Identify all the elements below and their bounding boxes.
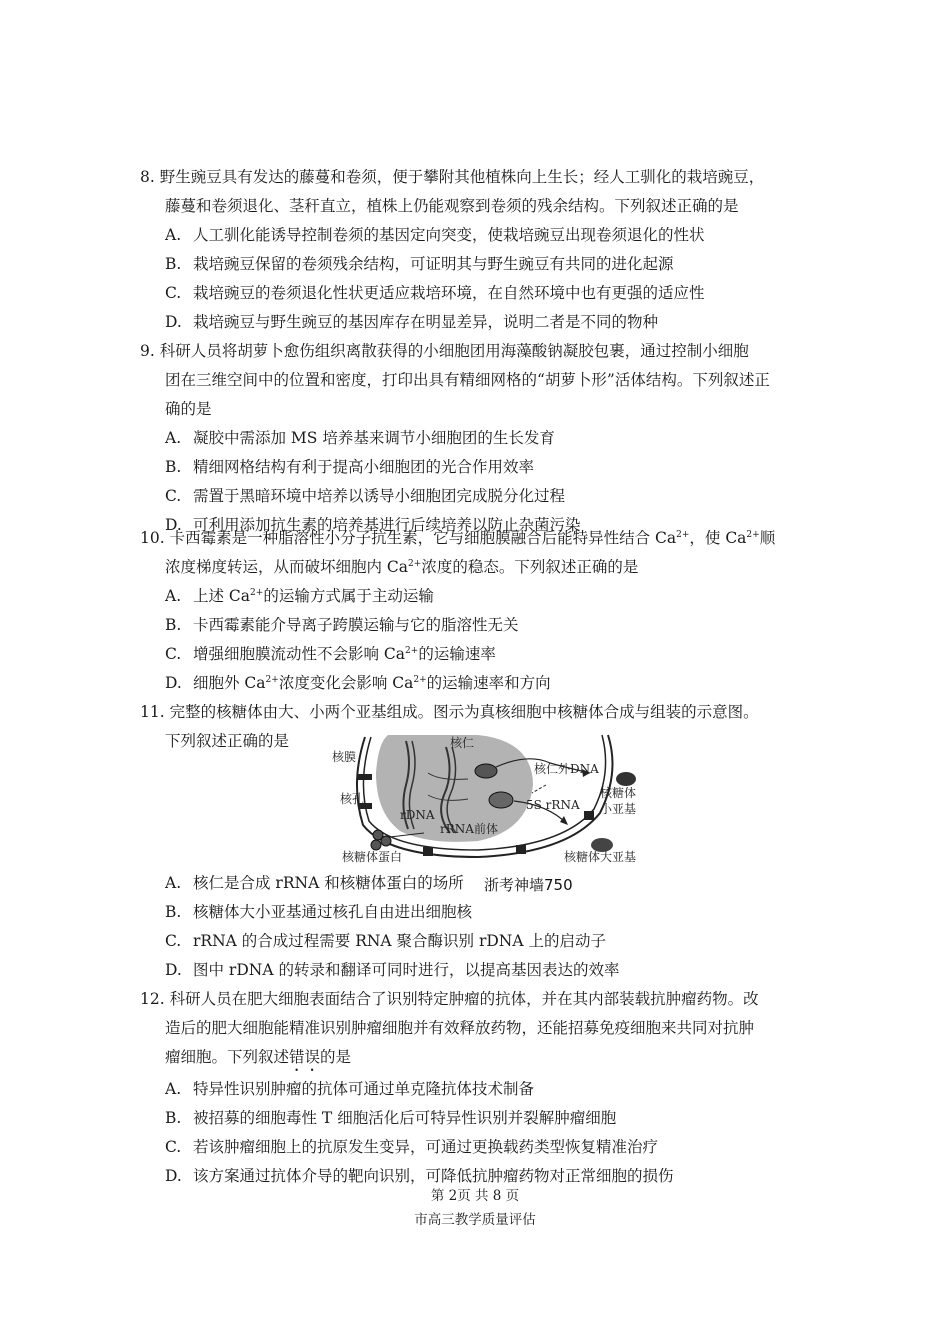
question-9-stem-line-2: 团在三维空间中的位置和密度，打印出具有精细网格的“胡萝卜形”活体结构。下列叙述正 [165, 371, 770, 389]
ribosome-precursor [489, 792, 513, 808]
question-11-stem-line-1: 11. 完整的核糖体由大、小两个亚基组成。图示为真核细胞中核糖体合成与组装的示意图。 [140, 703, 759, 721]
option-12d[interactable]: D. 该方案通过抗体介导的靶向识别，可降低抗肿瘤药物对正常细胞的损伤 [165, 1167, 674, 1185]
arrow [532, 785, 546, 793]
option-11a[interactable]: A. 核仁是合成 rRNA 和核糖体蛋白的场所 [165, 874, 464, 892]
option-12b[interactable]: B. 被招募的细胞毒性 T 细胞活化后可特异性识别并裂解肿瘤细胞 [165, 1109, 617, 1127]
question-12-stem-line-3: 瘤细胞。下列叙述错误的是 [165, 1048, 352, 1066]
page-number: 第 2页 共 8 页 [430, 1188, 520, 1204]
option-9d[interactable]: D. 可利用添加抗生素的培养基进行后续培养以防止杂菌污染 [165, 516, 581, 534]
label-outside-dna: 核仁外DNA [534, 762, 599, 776]
label-5s-rrna: 5S rRNA [526, 798, 580, 812]
option-9c[interactable]: C. 需置于黑暗环境中培养以诱导小细胞团完成脱分化过程 [165, 487, 566, 505]
nuclear-pore [423, 847, 433, 856]
label-rrna-precursor: rRNA前体 [440, 822, 498, 836]
ribosome-precursor [475, 764, 497, 778]
watermark-text: 浙考神墙750 [484, 876, 573, 894]
question-8 [140, 163, 820, 337]
nuclear-pore [358, 774, 372, 780]
question-8-stem-line-2: 藤蔓和卷须退化、茎秆直立，植株上仍能观察到卷须的残余结构。下列叙述正确的是 [165, 197, 739, 215]
option-11c[interactable]: C. rRNA 的合成过程需要 RNA 聚合酶识别 rDNA 上的启动子 [165, 932, 606, 950]
exam-title-footer: 市高三教学质量评估 [414, 1212, 536, 1228]
option-12a[interactable]: A. 特异性识别肿瘤的抗体可通过单克隆抗体技术制备 [165, 1080, 535, 1098]
nuclear-pore [516, 845, 526, 854]
question-8-stem-line-1: 8. 野生豌豆具有发达的藤蔓和卷须，便于攀附其他植株向上生长；经人工驯化的栽培豌豆， [140, 168, 765, 186]
option-10d[interactable]: D. 细胞外 $Ca^{2+}$浓度变化会影响 $Ca^{2+}$的运输速率和方向 [165, 674, 551, 692]
question-10-stem-line-2: 浓度梯度转运，从而破坏细胞内 $Ca^{2+}$浓度的稳态。下列叙述正确的是 [165, 558, 639, 576]
option-8b[interactable]: B. 栽培豌豆保留的卷须残余结构，可证明其与野生豌豆有共同的进化起源 [165, 255, 674, 273]
question-9 [140, 337, 820, 540]
question-11-stem-line-2: 下列叙述正确的是 [165, 732, 290, 750]
option-11d[interactable]: D. 图中 rDNA 的转录和翻译可同时进行，以提高基因表达的效率 [165, 961, 620, 979]
option-10a[interactable]: A. 上述 $Ca^{2+}$的运输方式属于主动运输 [165, 587, 434, 605]
question-11-options [140, 869, 820, 985]
label-large-subunit: 核糖体大亚基 [564, 850, 637, 864]
option-8d[interactable]: D. 栽培豌豆与野生豌豆的基因库存在明显差异，说明二者是不同的物种 [165, 313, 659, 331]
option-10c[interactable]: C. 增强细胞膜流动性不会影响 $Ca^{2+}$的运输速率 [165, 645, 496, 663]
option-12c[interactable]: C. 若该肿瘤细胞上的抗原发生变异，可通过更换载药类型恢复精准治疗 [165, 1138, 659, 1156]
option-9a[interactable]: A. 凝胶中需添加 MS 培养基来调节小细胞团的生长发育 [165, 429, 555, 447]
option-9b[interactable]: B. 精细网格结构有利于提高小细胞团的光合作用效率 [165, 458, 535, 476]
ribosomal-protein [381, 836, 391, 846]
nuclear-pore [584, 811, 594, 820]
question-10-stem-line-1: 10. 卡西霉素是一种脂溶性小分子抗生素，它与细胞膜融合后能特异性结合 $Ca^{2+}$，使 $Ca^{2+}$顺 [140, 529, 776, 547]
label-rdna: rDNA [400, 808, 435, 822]
small-subunit [616, 772, 636, 786]
option-8c[interactable]: C. 栽培豌豆的卷须退化性状更适应栽培环境，在自然环境中也有更强的适应性 [165, 284, 705, 302]
label-nuclear-pore: 核孔 [340, 792, 365, 806]
question-9-stem-line-1: 9. 科研人员将胡萝卜愈伤组织离散获得的小细胞团用海藻酸钠凝胶包裹，通过控制小细胞 [140, 342, 749, 360]
label-small-subunit-2: 小亚基 [600, 802, 637, 816]
question-9-stem-line-3: 确的是 [165, 400, 212, 418]
label-small-subunit-1: 核糖体 [600, 786, 637, 800]
label-nuclear-envelope: 核膜 [332, 750, 357, 764]
ribosomal-protein [371, 840, 381, 850]
question-12-stem-line-1: 12. 科研人员在肥大细胞表面结合了识别特定肿瘤的抗体，并在其内部装载抗肿瘤药物。改 [140, 990, 759, 1008]
label-nucleolus: 核仁 [450, 736, 475, 750]
question-12 [140, 985, 820, 1191]
option-11b[interactable]: B. 核糖体大小亚基通过核孔自由进出细胞核 [165, 903, 473, 921]
question-10 [140, 524, 820, 698]
emphasis-wrong: 错误 [289, 1048, 321, 1066]
ribosome-assembly-diagram [328, 733, 668, 865]
question-12-stem-line-2: 造后的肥大细胞能精准识别肿瘤细胞并有效释放药物，还能招募免疫细胞来共同对抗肿 [165, 1019, 755, 1037]
option-10b[interactable]: B. 卡西霉素能介导离子跨膜运输与它的脂溶性无关 [165, 616, 519, 634]
option-8a[interactable]: A. 人工驯化能诱导控制卷须的基因定向突变，使栽培豌豆出现卷须退化的性状 [165, 226, 705, 244]
label-ribosomal-protein: 核糖体蛋白 [342, 850, 403, 864]
arrow-head [560, 816, 568, 825]
